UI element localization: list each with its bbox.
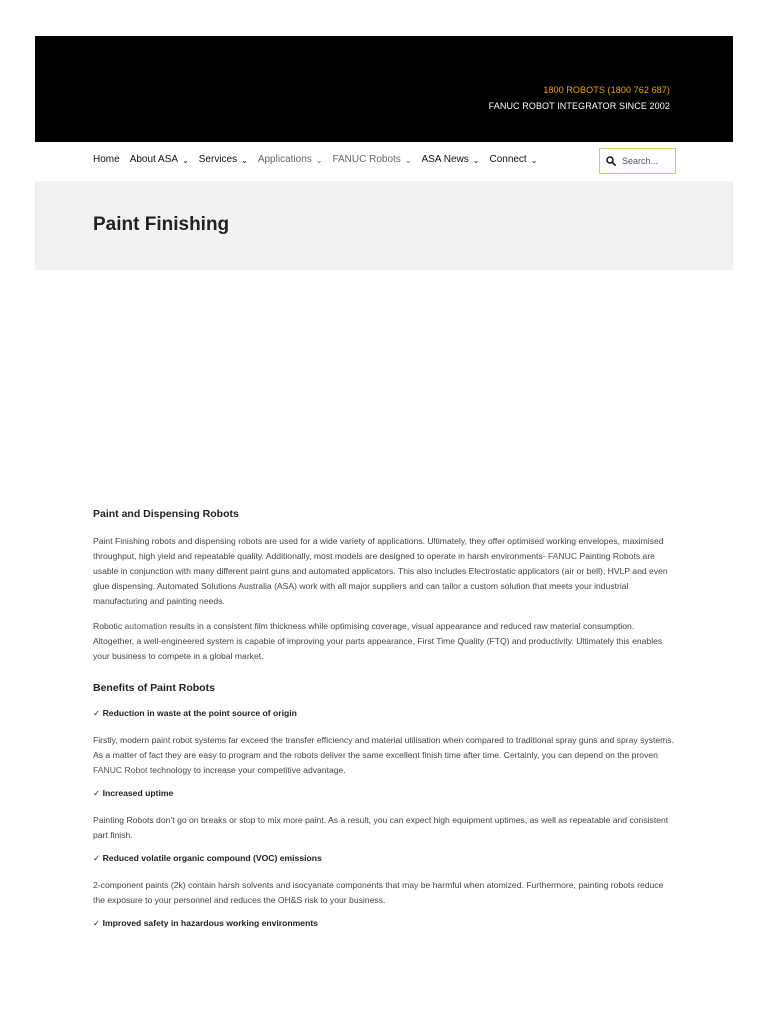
fanuc-robot-link[interactable]: FANUC Robot [93,765,148,775]
page-title: Paint Finishing [93,214,230,235]
search-icon [606,156,616,166]
section-heading-paint-dispensing: Paint and Dispensing Robots [93,508,239,520]
fanuc-link[interactable]: FANUC [547,551,578,561]
chevron-down-icon: ⌄ [182,156,189,165]
section-heading-benefits: Benefits of Paint Robots [93,682,215,694]
nav-item-label: Applications [257,154,312,165]
benefit-title-uptime: ✓ Increased uptime [93,788,174,798]
automation-link[interactable]: automation [124,621,168,631]
benefit-text-waste [93,733,675,778]
paragraph-text: Paint Finishing robots and dispensing robots are used for a wide variety of applications. Ultimately, they offer optimised working envelopes, maximised throughput, high yield and repeatable quality. Additionally, most models are designed to operate in harsh environments- [93,536,664,561]
nav-item-fanuc-robots[interactable] [332,154,411,165]
nav-item-home[interactable] [93,154,120,165]
benefit-title-waste: ✓ Reduction in waste at the point source of origin [93,708,297,718]
nav-item-label: Home [93,154,120,165]
chevron-down-icon: ⌄ [315,156,323,165]
search-input[interactable] [622,156,672,166]
chevron-down-icon: ⌄ [241,156,248,165]
benefit-title-safety: ✓ Improved safety in hazardous working environments [93,918,318,928]
paragraph-text: Firstly, modern paint robot systems far exceed the transfer efficiency and material utilisation when compared to traditional spray guns and spray systems. As a matter of fact they are easy to program and the robots deliver the same excellent finish time after time. Certainly, you can depend on the proven [93,735,674,760]
paragraph-automation [93,619,675,664]
nav-menu [93,154,547,165]
nav-item-label: Services [198,154,238,165]
nav-item-applications[interactable] [258,154,323,165]
nav-item-services[interactable] [199,154,248,165]
paragraph-text: Painting Robots are usable in conjunction with many different paint guns and automated applicators. This also includes Electrostatic applicators (air or bell), HVLP and even glue dispensing. Automated Solutions Australia (ASA) work with all major suppliers and can tailor a custom solution that meets your industrial manufacturing and painting needs. [93,551,668,606]
benefit-text-voc: 2-component paints (2k) contain harsh solvents and isocyanate components that may be harmful when atomized. Furthermore, painting robots reduce the exposure to your personnel and reduces the OH&S risk to your business. [93,880,664,905]
phone-number-link[interactable]: 1800 ROBOTS (1800 762 687) [543,85,670,95]
top-header-bar [35,36,733,142]
header-tagline: FANUC ROBOT INTEGRATOR SINCE 2002 [488,101,670,111]
main-navigation [35,142,733,181]
nav-item-connect[interactable] [489,154,537,165]
nav-item-about-asa[interactable] [130,154,189,165]
paragraph-text: Robotic [93,621,125,631]
search-box[interactable] [599,148,676,174]
paragraph-text: results in a consistent film thickness while optimising coverage, visual appearance and reduced raw material consumption. Altogether, a well-engineered system is capable of improving your parts appearance, First Time Quality (FTQ) and productivity. Ultimately this enables your business to compete in a global market. [93,621,663,661]
paragraph-intro [93,534,675,609]
page-title-banner [35,181,733,270]
benefit-text-uptime: Painting Robots don’t go on breaks or stop to mix more paint. As a result, you can expect high equipment uptimes, as well as repeatable and consistent part finish. [93,815,669,840]
chevron-down-icon: ⌄ [404,156,412,165]
nav-item-label: ASA News [421,154,469,165]
chevron-down-icon: ⌄ [530,156,538,165]
nav-item-label: FANUC Robots [332,154,401,165]
nav-item-label: About ASA [129,154,179,165]
chevron-down-icon: ⌄ [472,156,480,165]
paragraph-text: technology to increase your competitive advantage. [147,765,346,775]
benefit-title-voc: ✓ Reduced volatile organic compound (VOC) emissions [93,853,322,863]
nav-item-label: Connect [489,154,527,165]
nav-item-asa-news[interactable] [422,154,480,165]
article-content [93,508,675,943]
